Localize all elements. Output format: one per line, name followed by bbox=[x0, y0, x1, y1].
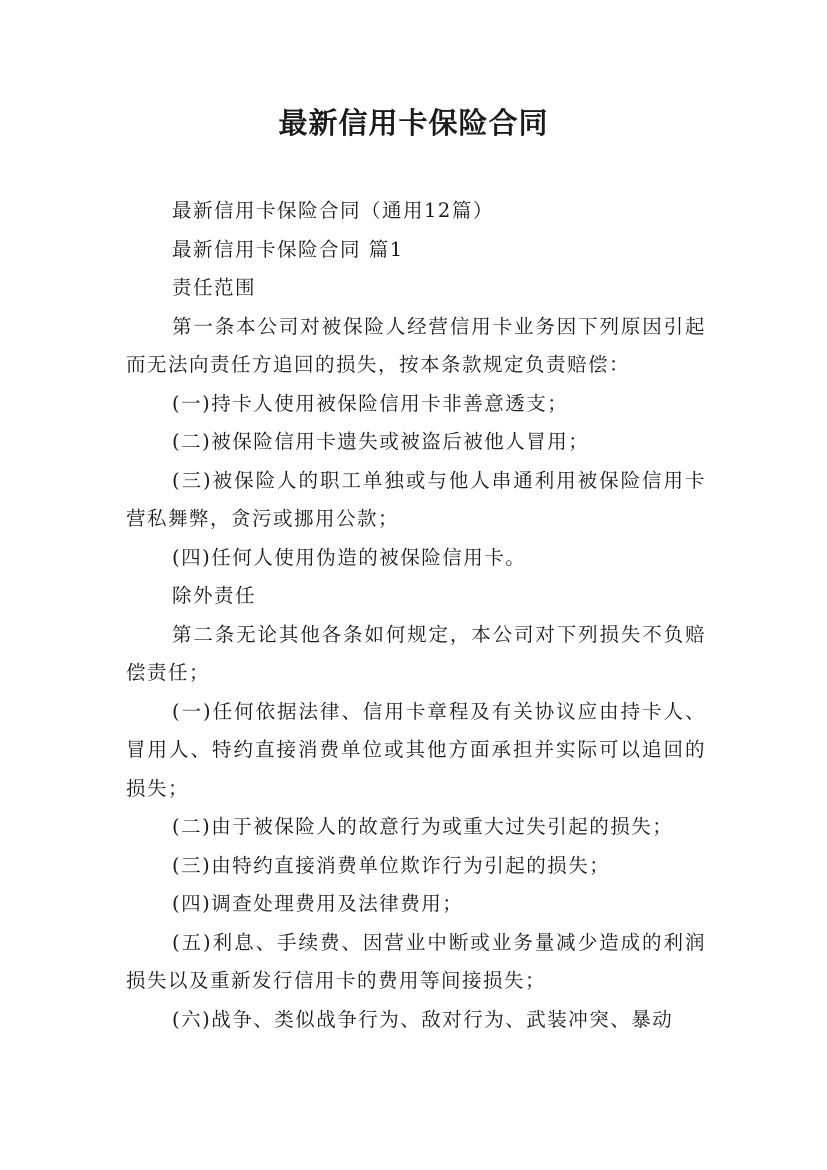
paragraph-section-heading: 最新信用卡保险合同 篇1 bbox=[172, 237, 404, 261]
paragraph-article-1: 第一条本公司对被保险人经营信用卡业务因下列原因引起而无法向责任方追回的损失，按本条款规定负责赔偿： bbox=[126, 314, 706, 376]
paragraph-item: (三)由特约直接消费单位欺诈行为引起的损失； bbox=[172, 853, 611, 877]
paragraph-item: (三)被保险人的职工单独或与他人串通利用被保险信用卡营私舞弊，贪污或挪用公款； bbox=[126, 468, 706, 530]
paragraph-subtitle: 最新信用卡保险合同（通用12篇） bbox=[172, 199, 494, 222]
paragraph-item: (六)战争、类似战争行为、敌对行为、武装冲突、暴动 bbox=[172, 1007, 674, 1031]
paragraph-item: (五)利息、手续费、因营业中断或业务量减少造成的利润损失以及重新发行信用卡的费用等间接损失； bbox=[126, 930, 706, 992]
paragraph-article-2: 第二条无论其他各条如何规定，本公司对下列损失不负赔偿责任； bbox=[126, 622, 706, 684]
document-title: 最新信用卡保险合同 bbox=[278, 106, 549, 140]
paragraph-item: (四)任何人使用伪造的被保险信用卡。 bbox=[172, 545, 527, 569]
paragraph-item: (二)被保险信用卡遗失或被盗后被他人冒用； bbox=[172, 430, 590, 453]
document-body bbox=[126, 192, 706, 1039]
paragraph-item: (一)任何依据法律、信用卡章程及有关协议应由持卡人、冒用人、特约直接消费单位或其他方面承担并实际可以追回的损失； bbox=[126, 699, 706, 800]
paragraph-item: (四)调查处理费用及法律费用； bbox=[172, 892, 464, 915]
paragraph-heading-exclusions: 除外责任 bbox=[172, 584, 257, 607]
paragraph-item: (二)由于被保险人的故意行为或重大过失引起的损失； bbox=[172, 815, 674, 838]
paragraph-item: (一)持卡人使用被保险信用卡非善意透支； bbox=[172, 391, 569, 415]
paragraph-heading-scope: 责任范围 bbox=[172, 276, 257, 299]
